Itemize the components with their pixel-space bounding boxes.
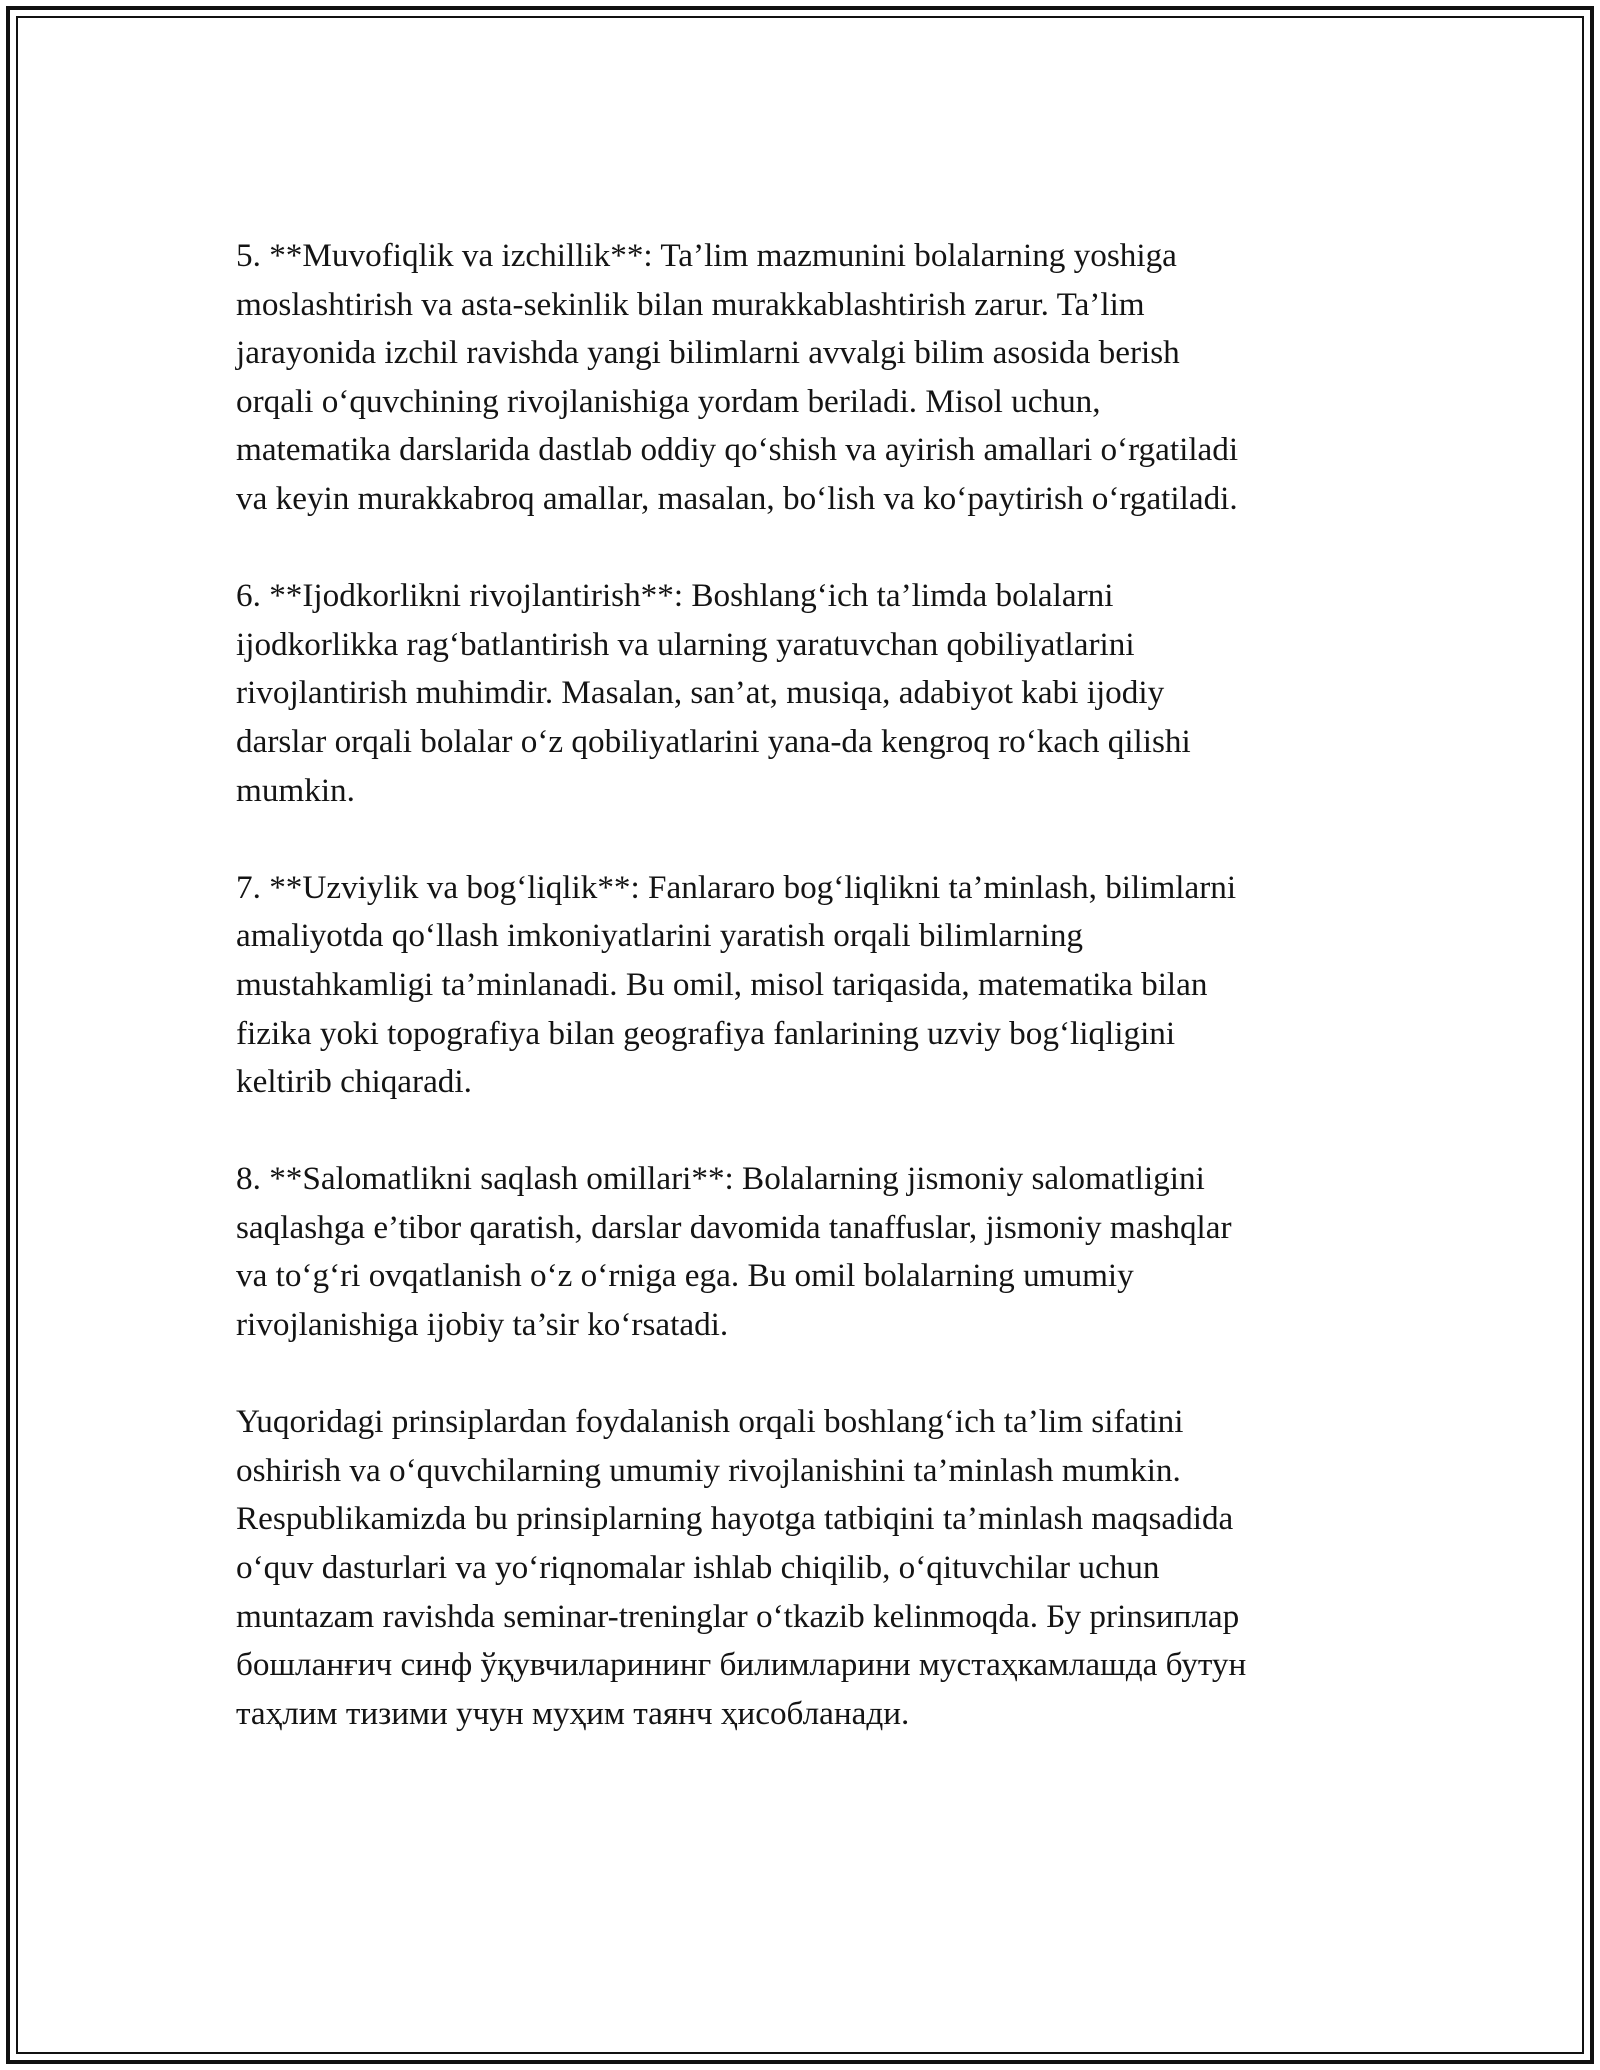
paragraph-item-7: 7. **Uzviylik va bog‘liqlik**: Fanlararo bog‘liqlikni ta’minlash, bilimlarni amaliyotda qo‘llash imkoniyatlarini yaratish orqali bilimlarning mustahkamligi ta’minlanadi. Bu omil, misol tariqasida, matematika bilan fizika yoki topografiya bilan geografiya fanlarining uzviy bog‘liqligini keltirib chiqaradi. [236,868,1237,1101]
paragraph-item-8: 8. **Salomatlikni saqlash omillari**: Bolalarning jismoniy salomatligini saqlashga e’tibor qaratish, darslar davomida tanaffuslar, jismoniy mashqlar va to‘g‘ri ovqatlanish o‘z o‘rniga ega. Bu omil bolalarning umumiy rivojlanishiga ijobiy ta’sir ko‘rsatadi. [236,1160,1232,1344]
paragraph-item-5: 5. **Muvofiqlik va izchillik**: Ta’lim mazmunini bolalarning yoshiga moslashtirish va asta-sekinlik bilan murakkablashtirish zarur. Ta’lim jarayonida izchil ravishda yangi bilimlarni avvalgi bilim asosida berish orqali o‘quvchining rivojlanishiga yordam beriladi. Misol uchun, matematika darslarida dastlab oddiy qo‘shish va ayirish amallari o‘rgatiladi va keyin murakkabroq amallar, masalan, bo‘lish va ko‘paytirish o‘rgatiladi. [236,237,1239,517]
document-body [236,232,1366,1738]
conclusion-paragraph: Yuqoridagi prinsiplardan foydalanish orqali boshlang‘ich ta’lim sifatini oshirish va o‘quvchilarning umumiy rivojlanishini ta’minlash mumkin. Respublikamizda bu prinsiplarning hayotga tatbiqini ta’minlash maqsadida o‘quv dasturlari va yo‘riqnomalar ishlab chiqilib, o‘qituvchilar uchun muntazam ravishda seminar-treninglar o‘tkazib kelinmoqda. Бу prinsиплар бошланғич синф ўқувчиларининг билимларини мустаҳкамлашда бутун таҳлим тизими учун муҳим таянч ҳисобланади. [236,1403,1247,1732]
paragraph-item-6: 6. **Ijodkorlikni rivojlantirish**: Boshlang‘ich ta’limda bolalarni ijodkorlikka rag‘batlantirish va ularning yaratuvchan qobiliyatlarini rivojlantirish muhimdir. Masalan, san’at, musiqa, adabiyot kabi ijodiy darslar orqali bolalar o‘z qobiliyatlarini yana-da kengroq ro‘kach qilishi mumkin. [236,577,1191,809]
